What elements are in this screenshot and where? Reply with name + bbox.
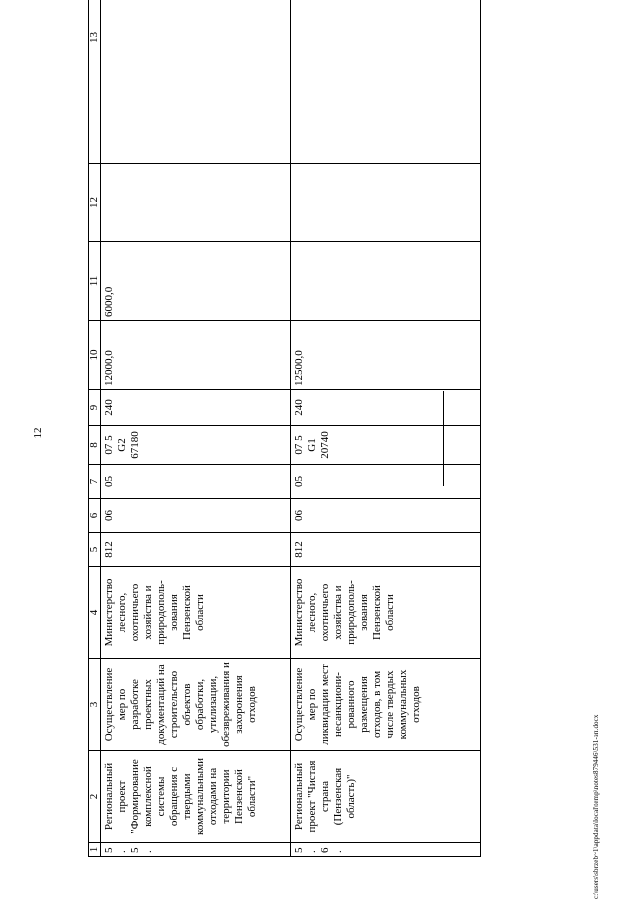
header-cell: 11 bbox=[89, 242, 101, 321]
footer-file-path: c:\users\sbrzeb~1\appdata\local\temp\notes879446\531-зп.docx bbox=[592, 714, 600, 899]
header-cell: 13 bbox=[89, 0, 101, 164]
cell-col8: 07 5 G2 67180 bbox=[101, 426, 291, 465]
cell-col6: 06 bbox=[101, 499, 291, 533]
header-cell: 9 bbox=[89, 390, 101, 426]
row-number: 5.6. bbox=[291, 843, 481, 857]
header-cell: 1 bbox=[89, 843, 101, 857]
executor-name: Министерство лесного, охотничьего хозяйства и природополь-зования Пензенской области bbox=[101, 567, 291, 659]
header-cell: 4 bbox=[89, 567, 101, 659]
cell-col8: 07 5 G1 20740 bbox=[291, 426, 481, 465]
cell-col13 bbox=[291, 0, 481, 164]
header-cell: 6 bbox=[89, 499, 101, 533]
executor-name: Министерство лесного, охотничьего хозяйства и природополь-зования Пензенской области bbox=[291, 567, 481, 659]
header-cell: 8 bbox=[89, 426, 101, 465]
cell-col5: 812 bbox=[291, 533, 481, 567]
header-cell: 10 bbox=[89, 321, 101, 390]
cell-col11: 6000,0 bbox=[101, 242, 291, 321]
header-cell: 12 bbox=[89, 164, 101, 242]
header-cell: 7 bbox=[89, 465, 101, 499]
table-row bbox=[101, 0, 291, 857]
table-header-row bbox=[89, 0, 101, 857]
cell-col7: 05 bbox=[291, 465, 481, 499]
measure-description: Осуществление мер по ликвидации мест несанкциони-рованного размещения отходов, в том числе твердых коммунальных отходов bbox=[291, 659, 481, 751]
header-cell: 5 bbox=[89, 533, 101, 567]
cell-col10: 12500,0 bbox=[291, 321, 481, 390]
header-cell: 3 bbox=[89, 659, 101, 751]
cell-col10: 12000,0 bbox=[101, 321, 291, 390]
cell-col11 bbox=[291, 242, 481, 321]
cell-col12 bbox=[101, 164, 291, 242]
cell-col7: 05 bbox=[101, 465, 291, 499]
cell-col6: 06 bbox=[291, 499, 481, 533]
budget-table bbox=[88, 0, 481, 857]
project-name: Региональный проект "Чистая страна (Пензенская область)" bbox=[291, 751, 481, 843]
measure-description: Осуществление мер по разработке проектных документаций на строительство объектов обработки, утилизации, обезвреживания и захоронения отходов bbox=[101, 659, 291, 751]
cell-col5: 812 bbox=[101, 533, 291, 567]
page-number: 12 bbox=[32, 427, 44, 439]
table-row bbox=[291, 0, 481, 857]
row-number: 5.5. bbox=[101, 843, 291, 857]
cell-col13 bbox=[101, 0, 291, 164]
cell-col12 bbox=[291, 164, 481, 242]
header-cell: 2 bbox=[89, 751, 101, 843]
cell-col9: 240 bbox=[291, 390, 481, 426]
cell-col9: 240 bbox=[101, 390, 291, 426]
separator-line bbox=[443, 391, 444, 486]
project-name: Региональный проект "Формирование комплексной системы обращения с твердыми коммунальными отходами на территории Пензенской области" bbox=[101, 751, 291, 843]
